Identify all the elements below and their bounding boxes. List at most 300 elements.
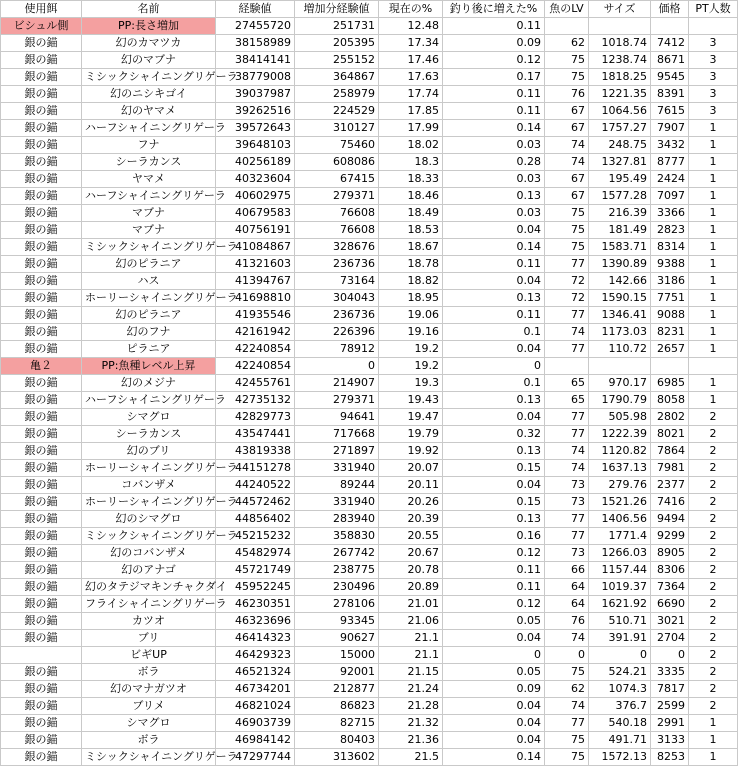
cell-increase[interactable]: 0.11: [443, 307, 545, 324]
cell-bait[interactable]: 銀の錨: [1, 681, 82, 698]
cell-fish-level[interactable]: 77: [545, 511, 589, 528]
cell-name[interactable]: ミシックシャイニングリゲーラ: [82, 749, 216, 766]
cell-size[interactable]: 1521.26: [589, 494, 651, 511]
cell-bait[interactable]: 銀の錨: [1, 732, 82, 749]
cell-size[interactable]: 216.39: [589, 205, 651, 222]
cell-size[interactable]: 1818.25: [589, 69, 651, 86]
cell-fish-level[interactable]: 67: [545, 120, 589, 137]
cell-fish-level[interactable]: 74: [545, 154, 589, 171]
cell-exp[interactable]: 41084867: [216, 239, 295, 256]
cell-fish-level[interactable]: 74: [545, 137, 589, 154]
cell-gain[interactable]: 224529: [295, 103, 379, 120]
cell-party-count[interactable]: 1: [689, 120, 738, 137]
cell-percent[interactable]: 18.53: [379, 222, 443, 239]
cell-price[interactable]: [651, 18, 689, 35]
cell-bait[interactable]: 銀の錨: [1, 256, 82, 273]
cell-price[interactable]: 7416: [651, 494, 689, 511]
cell-gain[interactable]: 304043: [295, 290, 379, 307]
cell-bait[interactable]: 銀の錨: [1, 290, 82, 307]
cell-party-count[interactable]: 1: [689, 715, 738, 732]
cell-price[interactable]: 9299: [651, 528, 689, 545]
cell-price[interactable]: 3432: [651, 137, 689, 154]
cell-party-count[interactable]: 2: [689, 681, 738, 698]
cell-size[interactable]: 1173.03: [589, 324, 651, 341]
cell-increase[interactable]: 0.11: [443, 86, 545, 103]
cell-gain[interactable]: 15000: [295, 647, 379, 664]
cell-increase[interactable]: 0.11: [443, 103, 545, 120]
cell-increase[interactable]: 0.03: [443, 205, 545, 222]
cell-fish-level[interactable]: 76: [545, 613, 589, 630]
cell-bait[interactable]: 銀の錨: [1, 426, 82, 443]
cell-party-count[interactable]: 2: [689, 698, 738, 715]
cell-bait[interactable]: 銀の錨: [1, 579, 82, 596]
cell-size[interactable]: 0: [589, 647, 651, 664]
cell-fish-level[interactable]: 72: [545, 273, 589, 290]
cell-price[interactable]: 7751: [651, 290, 689, 307]
cell-increase[interactable]: 0.14: [443, 239, 545, 256]
cell-name[interactable]: コバンザメ: [82, 477, 216, 494]
cell-name[interactable]: ミシックシャイニングリゲーラ: [82, 69, 216, 86]
cell-bait[interactable]: 銀の錨: [1, 409, 82, 426]
cell-price[interactable]: 7864: [651, 443, 689, 460]
cell-name[interactable]: シーラカンス: [82, 426, 216, 443]
cell-party-count[interactable]: 1: [689, 222, 738, 239]
cell-bait[interactable]: 銀の錨: [1, 664, 82, 681]
cell-gain[interactable]: 230496: [295, 579, 379, 596]
cell-gain[interactable]: 90627: [295, 630, 379, 647]
cell-percent[interactable]: 21.01: [379, 596, 443, 613]
cell-bait[interactable]: 銀の錨: [1, 52, 82, 69]
cell-name[interactable]: ブリ: [82, 630, 216, 647]
cell-fish-level[interactable]: 67: [545, 188, 589, 205]
cell-percent[interactable]: 21.06: [379, 613, 443, 630]
cell-bait[interactable]: 銀の錨: [1, 120, 82, 137]
cell-gain[interactable]: 279371: [295, 188, 379, 205]
cell-gain[interactable]: 310127: [295, 120, 379, 137]
cell-increase[interactable]: 0.05: [443, 664, 545, 681]
cell-bait[interactable]: 銀の錨: [1, 545, 82, 562]
cell-size[interactable]: 110.72: [589, 341, 651, 358]
cell-bait[interactable]: 銀の錨: [1, 749, 82, 766]
cell-party-count[interactable]: 2: [689, 579, 738, 596]
cell-bait[interactable]: 銀の錨: [1, 443, 82, 460]
cell-percent[interactable]: 17.74: [379, 86, 443, 103]
cell-name[interactable]: ブリメ: [82, 698, 216, 715]
cell-exp[interactable]: 42161942: [216, 324, 295, 341]
cell-exp[interactable]: 27455720: [216, 18, 295, 35]
cell-name[interactable]: ビギUP: [82, 647, 216, 664]
cell-percent[interactable]: 19.2: [379, 358, 443, 375]
cell-party-count[interactable]: 1: [689, 341, 738, 358]
cell-fish-level[interactable]: 77: [545, 715, 589, 732]
cell-fish-level[interactable]: 75: [545, 222, 589, 239]
cell-increase[interactable]: 0.15: [443, 460, 545, 477]
cell-increase[interactable]: 0.04: [443, 222, 545, 239]
cell-exp[interactable]: 44856402: [216, 511, 295, 528]
cell-size[interactable]: 510.71: [589, 613, 651, 630]
cell-bait[interactable]: 銀の錨: [1, 154, 82, 171]
cell-fish-level[interactable]: 73: [545, 494, 589, 511]
cell-bait[interactable]: 銀の錨: [1, 69, 82, 86]
cell-size[interactable]: 1621.92: [589, 596, 651, 613]
cell-fish-level[interactable]: 62: [545, 681, 589, 698]
cell-exp[interactable]: 39572643: [216, 120, 295, 137]
cell-exp[interactable]: 38779008: [216, 69, 295, 86]
cell-increase[interactable]: 0.13: [443, 511, 545, 528]
cell-fish-level[interactable]: 77: [545, 528, 589, 545]
cell-bait[interactable]: 銀の錨: [1, 324, 82, 341]
cell-increase[interactable]: 0: [443, 647, 545, 664]
cell-gain[interactable]: 93345: [295, 613, 379, 630]
cell-size[interactable]: 1221.35: [589, 86, 651, 103]
cell-exp[interactable]: 46903739: [216, 715, 295, 732]
cell-exp[interactable]: 46521324: [216, 664, 295, 681]
cell-fish-level[interactable]: 67: [545, 171, 589, 188]
cell-gain[interactable]: 75460: [295, 137, 379, 154]
cell-exp[interactable]: 45952245: [216, 579, 295, 596]
cell-size[interactable]: [589, 18, 651, 35]
cell-name[interactable]: フライシャイニングリゲーラ: [82, 596, 216, 613]
header-increase[interactable]: 釣り後に増えた%: [443, 1, 545, 18]
cell-increase[interactable]: 0.11: [443, 562, 545, 579]
cell-price[interactable]: 2377: [651, 477, 689, 494]
cell-bait[interactable]: 銀の錨: [1, 341, 82, 358]
cell-increase[interactable]: 0.05: [443, 613, 545, 630]
cell-name[interactable]: ハーフシャイニングリゲーラ: [82, 392, 216, 409]
cell-percent[interactable]: 18.3: [379, 154, 443, 171]
cell-name[interactable]: 幻のピラニア: [82, 256, 216, 273]
header-gain[interactable]: 増加分経験値: [295, 1, 379, 18]
cell-party-count[interactable]: [689, 358, 738, 375]
cell-percent[interactable]: 19.92: [379, 443, 443, 460]
cell-exp[interactable]: 39037987: [216, 86, 295, 103]
cell-exp[interactable]: 41394767: [216, 273, 295, 290]
cell-size[interactable]: 1590.15: [589, 290, 651, 307]
header-party-count[interactable]: PT人数: [689, 1, 738, 18]
cell-increase[interactable]: 0.1: [443, 324, 545, 341]
cell-percent[interactable]: 18.02: [379, 137, 443, 154]
cell-price[interactable]: 6690: [651, 596, 689, 613]
cell-fish-level[interactable]: 65: [545, 375, 589, 392]
cell-price[interactable]: 2599: [651, 698, 689, 715]
cell-percent[interactable]: 18.78: [379, 256, 443, 273]
cell-name[interactable]: ヤマメ: [82, 171, 216, 188]
cell-increase[interactable]: 0.13: [443, 392, 545, 409]
cell-party-count[interactable]: 1: [689, 171, 738, 188]
cell-size[interactable]: 1074.3: [589, 681, 651, 698]
cell-name[interactable]: マブナ: [82, 205, 216, 222]
cell-party-count[interactable]: 2: [689, 647, 738, 664]
cell-size[interactable]: 1222.39: [589, 426, 651, 443]
cell-party-count[interactable]: 3: [689, 86, 738, 103]
cell-fish-level[interactable]: 74: [545, 324, 589, 341]
cell-percent[interactable]: 19.79: [379, 426, 443, 443]
cell-price[interactable]: 7907: [651, 120, 689, 137]
cell-gain[interactable]: 73164: [295, 273, 379, 290]
cell-percent[interactable]: 18.95: [379, 290, 443, 307]
cell-increase[interactable]: 0.11: [443, 579, 545, 596]
cell-fish-level[interactable]: 66: [545, 562, 589, 579]
cell-increase[interactable]: 0.09: [443, 681, 545, 698]
cell-name[interactable]: 幻のヤマメ: [82, 103, 216, 120]
cell-price[interactable]: 6985: [651, 375, 689, 392]
cell-size[interactable]: 376.7: [589, 698, 651, 715]
cell-increase[interactable]: 0.04: [443, 341, 545, 358]
cell-gain[interactable]: 251731: [295, 18, 379, 35]
cell-gain[interactable]: 78912: [295, 341, 379, 358]
cell-fish-level[interactable]: 74: [545, 630, 589, 647]
cell-increase[interactable]: 0.13: [443, 290, 545, 307]
cell-increase[interactable]: 0.13: [443, 188, 545, 205]
cell-price[interactable]: 7412: [651, 35, 689, 52]
cell-name[interactable]: PP:長さ増加: [82, 18, 216, 35]
cell-exp[interactable]: 40323604: [216, 171, 295, 188]
cell-increase[interactable]: 0.04: [443, 732, 545, 749]
cell-increase[interactable]: 0.1: [443, 375, 545, 392]
cell-name[interactable]: 幻のニシキゴイ: [82, 86, 216, 103]
cell-price[interactable]: 8391: [651, 86, 689, 103]
cell-name[interactable]: ハーフシャイニングリゲーラ: [82, 188, 216, 205]
cell-party-count[interactable]: 1: [689, 375, 738, 392]
cell-increase[interactable]: 0.12: [443, 545, 545, 562]
cell-party-count[interactable]: 3: [689, 52, 738, 69]
cell-gain[interactable]: 80403: [295, 732, 379, 749]
cell-party-count[interactable]: 1: [689, 392, 738, 409]
cell-exp[interactable]: 42829773: [216, 409, 295, 426]
cell-fish-level[interactable]: [545, 358, 589, 375]
cell-name[interactable]: 幻のフナ: [82, 324, 216, 341]
cell-bait[interactable]: 銀の錨: [1, 103, 82, 120]
cell-bait[interactable]: 銀の錨: [1, 375, 82, 392]
cell-fish-level[interactable]: [545, 18, 589, 35]
cell-percent[interactable]: 12.48: [379, 18, 443, 35]
cell-name[interactable]: カツオ: [82, 613, 216, 630]
cell-size[interactable]: 1390.89: [589, 256, 651, 273]
header-fish-level[interactable]: 魚のLV: [545, 1, 589, 18]
cell-size[interactable]: 1266.03: [589, 545, 651, 562]
cell-increase[interactable]: 0.03: [443, 171, 545, 188]
cell-fish-level[interactable]: 77: [545, 256, 589, 273]
cell-percent[interactable]: 18.33: [379, 171, 443, 188]
cell-increase[interactable]: 0.04: [443, 630, 545, 647]
cell-fish-level[interactable]: 75: [545, 205, 589, 222]
cell-party-count[interactable]: 2: [689, 409, 738, 426]
cell-fish-level[interactable]: 75: [545, 52, 589, 69]
cell-price[interactable]: 7981: [651, 460, 689, 477]
cell-size[interactable]: 1064.56: [589, 103, 651, 120]
cell-bait[interactable]: 銀の錨: [1, 307, 82, 324]
cell-size[interactable]: 505.98: [589, 409, 651, 426]
header-percent[interactable]: 現在の%: [379, 1, 443, 18]
cell-price[interactable]: 3021: [651, 613, 689, 630]
cell-percent[interactable]: 17.46: [379, 52, 443, 69]
cell-exp[interactable]: 39262516: [216, 103, 295, 120]
cell-gain[interactable]: 278106: [295, 596, 379, 613]
cell-bait[interactable]: 亀２: [1, 358, 82, 375]
cell-name[interactable]: ボラ: [82, 664, 216, 681]
cell-increase[interactable]: 0.16: [443, 528, 545, 545]
cell-exp[interactable]: 44572462: [216, 494, 295, 511]
cell-fish-level[interactable]: 0: [545, 647, 589, 664]
cell-fish-level[interactable]: 75: [545, 732, 589, 749]
cell-bait[interactable]: 銀の錨: [1, 477, 82, 494]
cell-gain[interactable]: 331940: [295, 460, 379, 477]
cell-party-count[interactable]: 1: [689, 256, 738, 273]
cell-name[interactable]: シマグロ: [82, 409, 216, 426]
cell-size[interactable]: 1406.56: [589, 511, 651, 528]
cell-exp[interactable]: 42735132: [216, 392, 295, 409]
cell-gain[interactable]: 238775: [295, 562, 379, 579]
cell-name[interactable]: ホーリーシャイニングリゲーラ: [82, 460, 216, 477]
cell-exp[interactable]: 41698810: [216, 290, 295, 307]
cell-exp[interactable]: 40602975: [216, 188, 295, 205]
cell-percent[interactable]: 20.26: [379, 494, 443, 511]
cell-exp[interactable]: 38158989: [216, 35, 295, 52]
cell-party-count[interactable]: 3: [689, 69, 738, 86]
cell-gain[interactable]: 717668: [295, 426, 379, 443]
cell-size[interactable]: 1157.44: [589, 562, 651, 579]
cell-exp[interactable]: 46323696: [216, 613, 295, 630]
cell-name[interactable]: ホーリーシャイニングリゲーラ: [82, 494, 216, 511]
cell-party-count[interactable]: 1: [689, 732, 738, 749]
cell-name[interactable]: ミシックシャイニングリゲーラ: [82, 528, 216, 545]
cell-gain[interactable]: 86823: [295, 698, 379, 715]
cell-gain[interactable]: 313602: [295, 749, 379, 766]
cell-price[interactable]: 9545: [651, 69, 689, 86]
cell-increase[interactable]: 0.04: [443, 273, 545, 290]
cell-exp[interactable]: 46734201: [216, 681, 295, 698]
cell-size[interactable]: [589, 358, 651, 375]
header-name[interactable]: 名前: [82, 1, 216, 18]
cell-size[interactable]: 279.76: [589, 477, 651, 494]
cell-size[interactable]: 1346.41: [589, 307, 651, 324]
cell-party-count[interactable]: 2: [689, 511, 738, 528]
cell-party-count[interactable]: 2: [689, 494, 738, 511]
cell-size[interactable]: 1790.79: [589, 392, 651, 409]
cell-percent[interactable]: 20.89: [379, 579, 443, 596]
cell-price[interactable]: 2424: [651, 171, 689, 188]
cell-increase[interactable]: 0.11: [443, 18, 545, 35]
cell-gain[interactable]: 0: [295, 358, 379, 375]
cell-bait[interactable]: 銀の錨: [1, 137, 82, 154]
cell-exp[interactable]: 43547441: [216, 426, 295, 443]
cell-exp[interactable]: 45215232: [216, 528, 295, 545]
cell-name[interactable]: ホーリーシャイニングリゲーラ: [82, 290, 216, 307]
cell-percent[interactable]: 21.5: [379, 749, 443, 766]
cell-size[interactable]: 540.18: [589, 715, 651, 732]
cell-price[interactable]: 9088: [651, 307, 689, 324]
cell-fish-level[interactable]: 62: [545, 35, 589, 52]
cell-size[interactable]: 195.49: [589, 171, 651, 188]
cell-increase[interactable]: 0.04: [443, 409, 545, 426]
cell-bait[interactable]: 銀の錨: [1, 630, 82, 647]
cell-party-count[interactable]: 2: [689, 545, 738, 562]
cell-percent[interactable]: 21.1: [379, 630, 443, 647]
cell-price[interactable]: 2802: [651, 409, 689, 426]
cell-size[interactable]: 1019.37: [589, 579, 651, 596]
cell-increase[interactable]: 0.32: [443, 426, 545, 443]
cell-gain[interactable]: 283940: [295, 511, 379, 528]
cell-size[interactable]: 1757.27: [589, 120, 651, 137]
cell-fish-level[interactable]: 74: [545, 698, 589, 715]
cell-party-count[interactable]: 1: [689, 205, 738, 222]
cell-percent[interactable]: 20.67: [379, 545, 443, 562]
cell-increase[interactable]: 0.11: [443, 256, 545, 273]
cell-percent[interactable]: 20.39: [379, 511, 443, 528]
cell-party-count[interactable]: 2: [689, 630, 738, 647]
cell-name[interactable]: フナ: [82, 137, 216, 154]
cell-exp[interactable]: 45721749: [216, 562, 295, 579]
cell-party-count[interactable]: 1: [689, 137, 738, 154]
cell-exp[interactable]: 40256189: [216, 154, 295, 171]
cell-gain[interactable]: 212877: [295, 681, 379, 698]
cell-party-count[interactable]: 2: [689, 613, 738, 630]
cell-gain[interactable]: 331940: [295, 494, 379, 511]
cell-party-count[interactable]: 2: [689, 562, 738, 579]
cell-party-count[interactable]: 1: [689, 307, 738, 324]
cell-bait[interactable]: ビシュル側: [1, 18, 82, 35]
cell-exp[interactable]: 41935546: [216, 307, 295, 324]
cell-price[interactable]: 8058: [651, 392, 689, 409]
cell-percent[interactable]: 17.85: [379, 103, 443, 120]
cell-party-count[interactable]: 3: [689, 35, 738, 52]
cell-name[interactable]: ハーフシャイニングリゲーラ: [82, 120, 216, 137]
cell-gain[interactable]: 279371: [295, 392, 379, 409]
cell-gain[interactable]: 267742: [295, 545, 379, 562]
cell-size[interactable]: 491.71: [589, 732, 651, 749]
cell-bait[interactable]: 銀の錨: [1, 613, 82, 630]
cell-bait[interactable]: 銀の錨: [1, 528, 82, 545]
cell-size[interactable]: 1771.4: [589, 528, 651, 545]
cell-bait[interactable]: 銀の錨: [1, 715, 82, 732]
cell-exp[interactable]: 42455761: [216, 375, 295, 392]
cell-party-count[interactable]: 2: [689, 460, 738, 477]
cell-size[interactable]: 1120.82: [589, 443, 651, 460]
cell-percent[interactable]: 19.2: [379, 341, 443, 358]
cell-fish-level[interactable]: 64: [545, 596, 589, 613]
cell-exp[interactable]: 46230351: [216, 596, 295, 613]
cell-exp[interactable]: 46821024: [216, 698, 295, 715]
cell-price[interactable]: 8671: [651, 52, 689, 69]
cell-name[interactable]: 幻のブリ: [82, 443, 216, 460]
cell-bait[interactable]: 銀の錨: [1, 392, 82, 409]
cell-price[interactable]: 2704: [651, 630, 689, 647]
cell-fish-level[interactable]: 75: [545, 239, 589, 256]
cell-percent[interactable]: 20.55: [379, 528, 443, 545]
cell-gain[interactable]: 205395: [295, 35, 379, 52]
cell-fish-level[interactable]: 74: [545, 443, 589, 460]
cell-percent[interactable]: 21.32: [379, 715, 443, 732]
cell-gain[interactable]: 89244: [295, 477, 379, 494]
cell-size[interactable]: 1637.13: [589, 460, 651, 477]
cell-price[interactable]: 3133: [651, 732, 689, 749]
cell-price[interactable]: [651, 358, 689, 375]
cell-price[interactable]: 7817: [651, 681, 689, 698]
cell-fish-level[interactable]: 75: [545, 69, 589, 86]
cell-price[interactable]: 7615: [651, 103, 689, 120]
cell-exp[interactable]: 42240854: [216, 358, 295, 375]
cell-price[interactable]: 3186: [651, 273, 689, 290]
cell-party-count[interactable]: 1: [689, 324, 738, 341]
cell-percent[interactable]: 18.82: [379, 273, 443, 290]
cell-percent[interactable]: 20.07: [379, 460, 443, 477]
cell-party-count[interactable]: 3: [689, 103, 738, 120]
cell-party-count[interactable]: 2: [689, 426, 738, 443]
cell-fish-level[interactable]: 73: [545, 545, 589, 562]
cell-name[interactable]: 幻のアナゴ: [82, 562, 216, 579]
cell-bait[interactable]: 銀の錨: [1, 205, 82, 222]
cell-name[interactable]: マブナ: [82, 222, 216, 239]
